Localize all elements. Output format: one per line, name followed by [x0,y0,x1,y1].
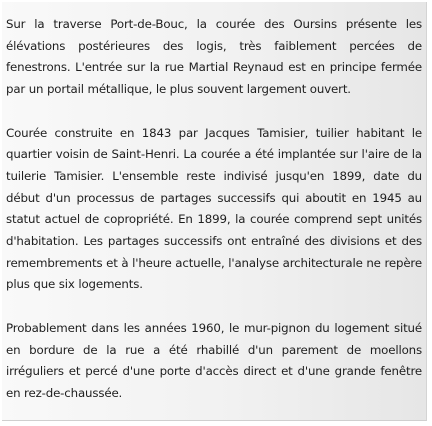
paragraph-3: Probablement dans les années 1960, le mur-pignon du logement situé en bordure de la rue a été rhabillé d'un parement de moellons irréguliers et percé d'une porte d'accès direct et d'une grande fenêtre en rez-de-chaussée. [6,320,422,400]
paragraph-1: Sur la traverse Port-de-Bouc, la courée des Oursins présente les élévations postérieures des logis, très faiblement percées de fenestrons. L'entrée sur la rue Martial Reynaud est en principe fermée par un portail métallique, le plus souvent largement ouvert. [6,17,422,97]
paragraph-2: Courée construite en 1843 par Jacques Tamisier, tuilier habitant le quartier voisin de Saint-Henri. La courée a été implantée sur l'aire de la tuilerie Tamisier. L'ensemble reste indivisé jusqu'en 1899, date du début d'un processus de partages successifs qui aboutit en 1945 au statut actuel de copropriété. En 1899, la courée comprend sept unités d'habitation. Les partages successifs ont entraîné des divisions et des remembrements et à l'heure actuelle, l'analyse architecturale ne repère plus que six logements. [6,125,422,292]
text-panel [2,2,427,421]
